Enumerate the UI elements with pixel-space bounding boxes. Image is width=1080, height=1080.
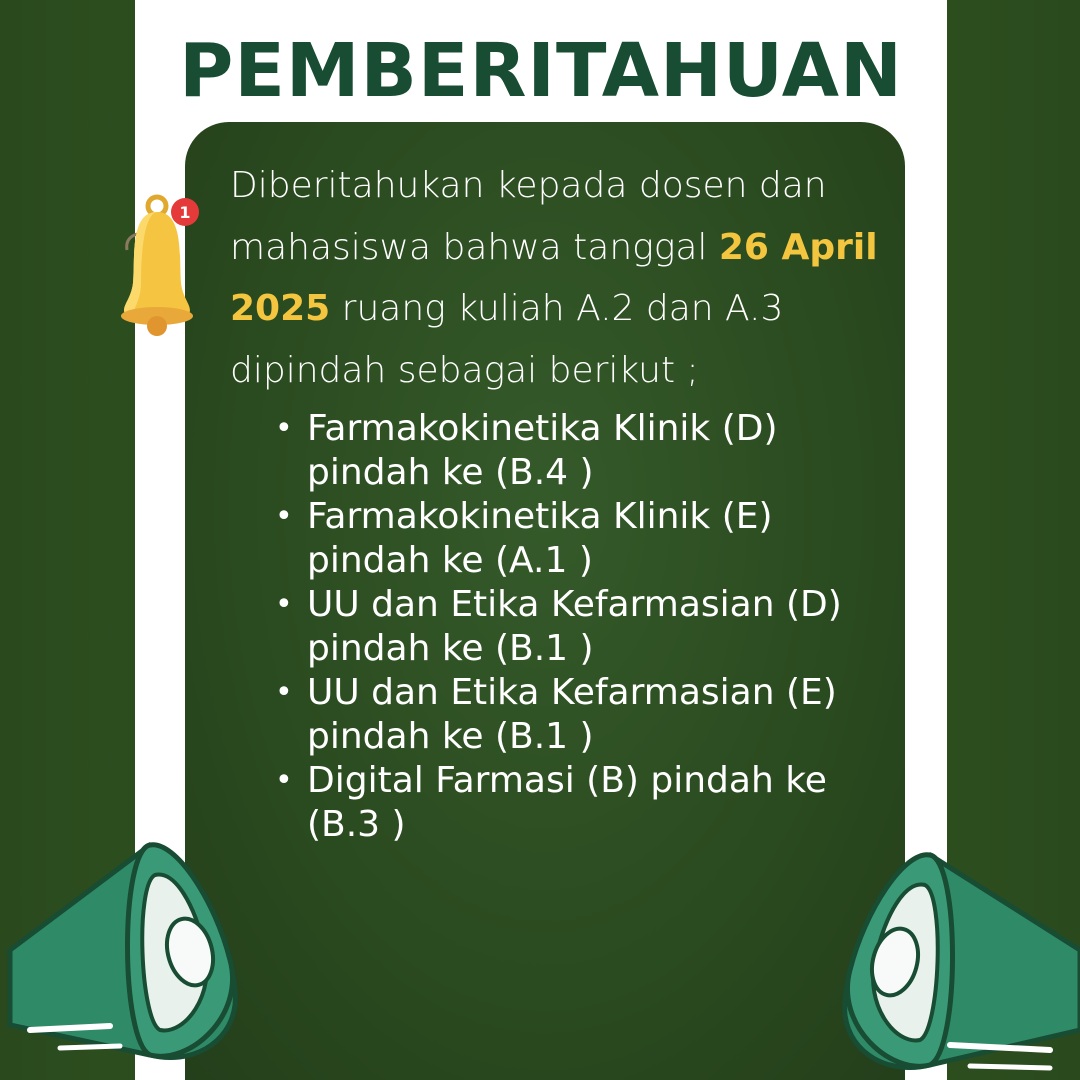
intro-text-before: Diberitahukan kepada dosen dan mahasiswa bahwa tanggal (230, 165, 827, 268)
badge-count: 1 (179, 203, 191, 222)
list-item: • Farmakokinetika Klinik (D) pindah ke (B.4 ) (275, 407, 880, 495)
list-item: • Farmakokinetika Klinik (E) pindah ke (A.1 ) (275, 495, 880, 583)
page-title: PEMBERITAHUAN (179, 28, 903, 114)
highlight-date: 26 April 2025 (230, 226, 878, 329)
megaphone-icon (0, 830, 280, 1080)
list-item: • Digital Farmasi (B) pindah ke (B.3 ) (275, 759, 880, 847)
bell-icon (115, 188, 255, 338)
announcement-content (230, 155, 880, 847)
megaphone-icon (800, 840, 1080, 1080)
list-item: • UU dan Etika Kefarmasian (D) pindah ke (B.1 ) (275, 583, 880, 671)
list-item: • UU dan Etika Kefarmasian (E) pindah ke (B.1 ) (275, 671, 880, 759)
intro-text-after: ruang kuliah A.2 dan A.3 dipindah sebagai berikut ; (230, 288, 784, 391)
relocation-list (230, 407, 880, 847)
announcement-intro (230, 155, 880, 401)
